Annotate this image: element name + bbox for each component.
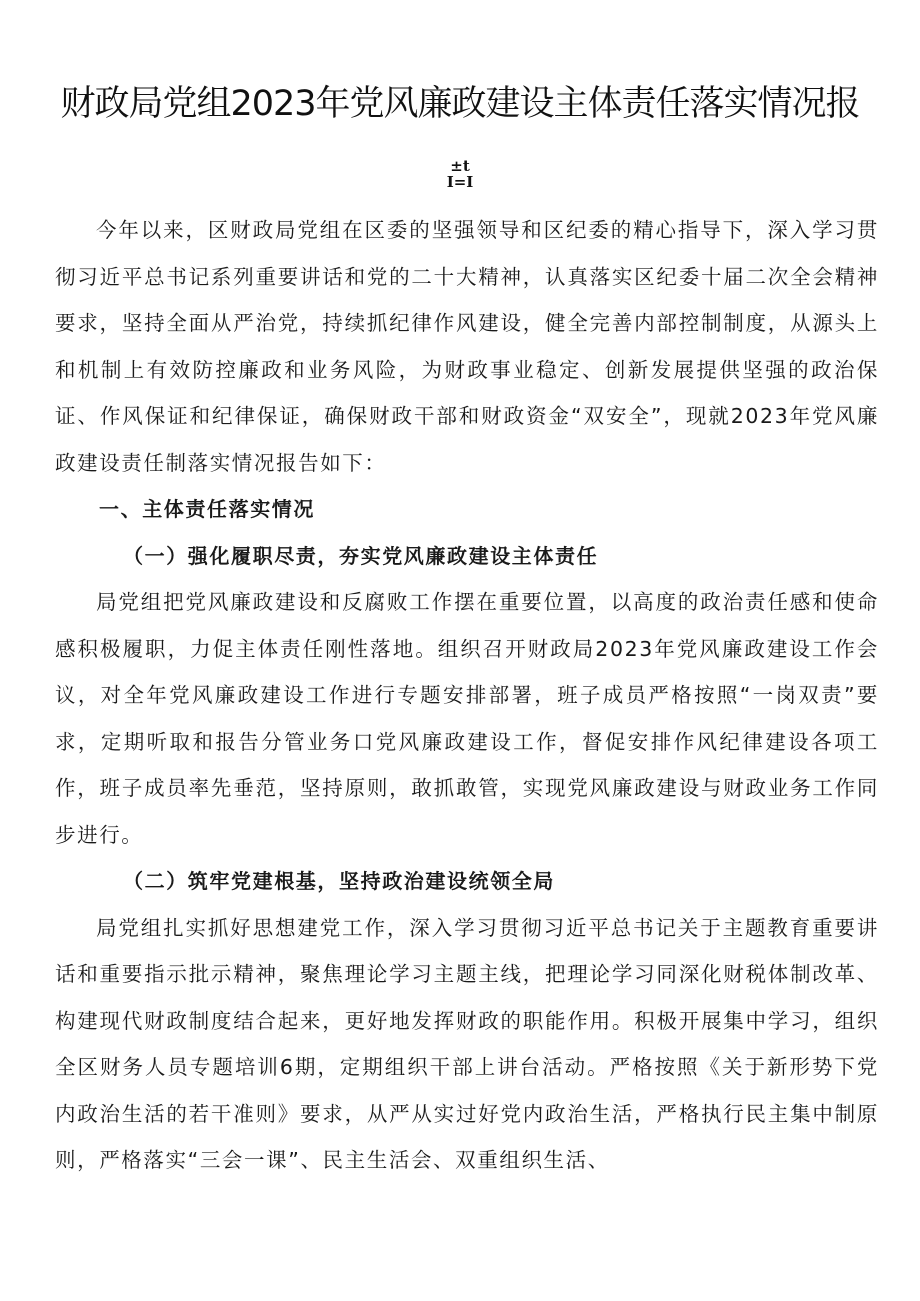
intro-paragraph: 今年以来，区财政局党组在区委的坚强领导和区纪委的精心指导下，深入学习贯彻习近平总书记系列重要讲话和党的二十大精神，认真落实区纪委十届二次全会精神要求，坚持全面从严治党，持续抓纪律作风建设，健全完善内部控制制度，从源头上和机制上有效防控廉政和业务风险，为财政事业稳定、创新发展提供坚强的政治保证、作风保证和纪律保证，确保财政干部和财政资金“双安全”，现就2023年党风廉政建设责任制落实情况报告如下： — [55, 218, 879, 475]
document-body — [55, 207, 879, 1184]
mark-bottom: I=I — [446, 173, 474, 191]
subsection-heading-2: （二）筑牢党建根基，坚持政治建设统领全局 — [123, 869, 555, 893]
title-continuation-mark — [430, 158, 490, 190]
subsection-heading-1: （一）强化履职尽责，夯实党风廉政建设主体责任 — [123, 543, 599, 568]
document-title: 财政局党组2023年党风廉政建设主体责任落实情况报 — [60, 84, 860, 124]
mark-top: ±t — [450, 157, 470, 175]
section-heading-1: 一、主体责任落实情况 — [99, 497, 315, 521]
subsection-2-paragraph: 局党组扎实抓好思想建党工作，深入学习贯彻习近平总书记关于主题教育重要讲话和重要指示批示精神，聚焦理论学习主题主线，把理论学习同深化财税体制改革、构建现代财政制度结合起来，更好地发挥财政的职能作用。积极开展集中学习，组织全区财务人员专题培训6期，定期组织干部上讲台活动。严格按照《关于新形势下党内政治生活的若干准则》要求，从严从实过好党内政治生活，严格执行民主集中制原则，严格落实“三会一课”、民主生活会、双重组织生活、 — [55, 915, 879, 1172]
subsection-1-paragraph: 局党组把党风廉政建设和反腐败工作摆在重要位置，以高度的政治责任感和使命感积极履职，力促主体责任刚性落地。组织召开财政局2023年党风廉政建设工作会议，对全年党风廉政建设工作进行专题安排部署，班子成员严格按照“一岗双责”要求，定期听取和报告分管业务口党风廉政建设工作，督促安排作风纪律建设各项工作，班子成员率先垂范，坚持原则，敢抓敢管，实现党风廉政建设与财政业务工作同步进行。 — [55, 590, 879, 847]
